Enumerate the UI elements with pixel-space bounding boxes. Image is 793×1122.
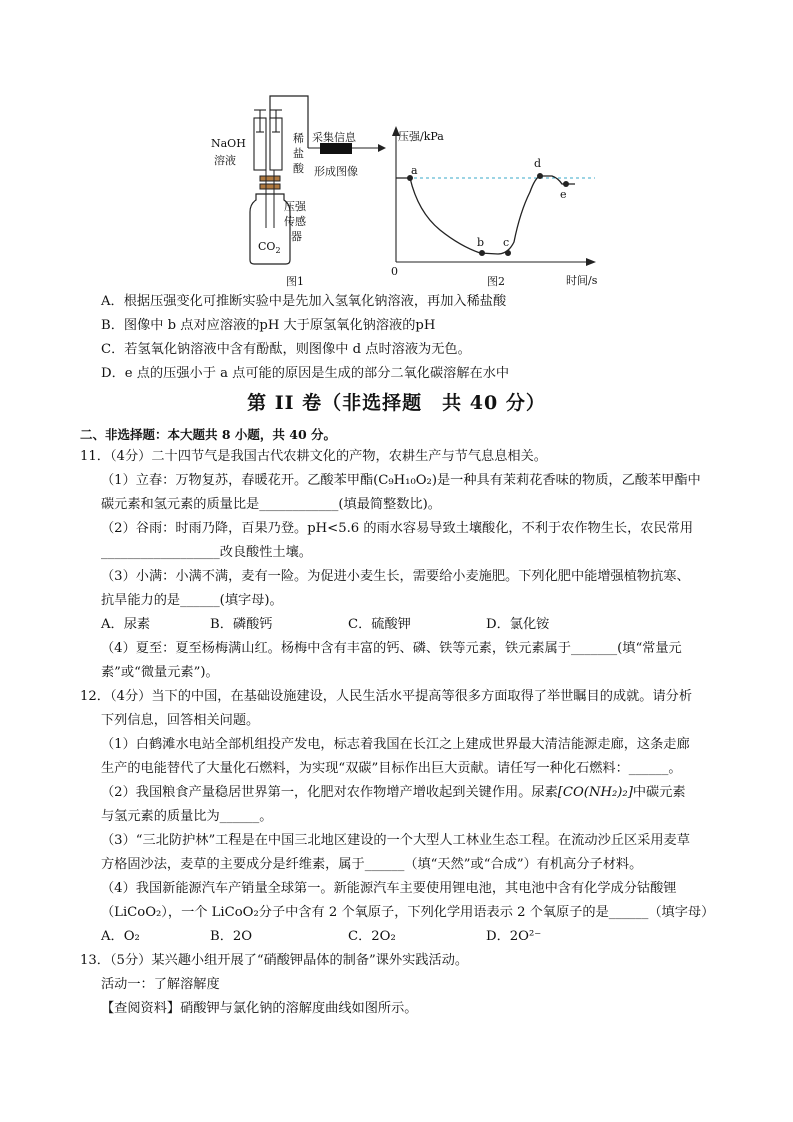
q11-2b: __________________改良酸性土壤。 [101, 545, 312, 560]
label-c: c [503, 236, 510, 249]
label-e: e [560, 188, 567, 201]
q12-3b: 方格固沙法，麦草的主要成分是纤维素，属于______（填“天然”或“合成”）有机高分子材料。 [101, 857, 643, 872]
collect-label: 采集信息 [312, 131, 356, 144]
q11-option-d: D．氯化铵 [486, 617, 550, 632]
q11-1a: （1）立春：万物复苏，春暖花开。乙酸苯甲酯(C₉H₁₀O₂)是一种具有茉莉花香味的物质，乙酸苯甲酯中 [101, 473, 701, 488]
q12-stem-b: 下列信息，回答相关问题。 [101, 713, 260, 728]
section-title: 第 II 卷（非选择题 共 40 分） [247, 392, 546, 414]
figure1-apparatus [200, 88, 400, 288]
option-c: C．若氢氧化钠溶液中含有酚酞，则图像中 d 点时溶液为无色。 [101, 342, 471, 357]
part2-heading: 二、非选择题：本大题共 8 小题，共 40 分。 [80, 427, 337, 442]
sensor-label-2: 传感 [284, 215, 306, 228]
label-d: d [534, 157, 542, 170]
q12-stem-a: 12．（4分）当下的中国，在基础设施建设，人民生活水平提高等很多方面取得了举世瞩目的成就。请分析 [80, 689, 693, 704]
q13-reference: 【查阅资料】硝酸钾与氯化钠的溶解度曲线如图所示。 [101, 1001, 418, 1016]
option-b: B．图像中 b 点对应溶液的pH 大于原氢氧化钠溶液的pH [101, 318, 436, 333]
q12-1b: 生产的电能替代了大量化石燃料，为实现“双碳”目标作出巨大贡献。请任写一种化石燃料：______。 [101, 761, 682, 776]
q12-4a: （4）我国新能源汽车产销量全球第一。新能源汽车主要使用锂电池，其电池中含有化学成分钴酸锂 [101, 881, 677, 896]
q12-option-a: A．O₂ [101, 929, 140, 944]
figure2-caption: 图2 [487, 275, 505, 288]
origin-label: 0 [391, 265, 398, 278]
naoh-label: NaOH [211, 137, 246, 150]
point-b [479, 250, 485, 256]
option-d: D．e 点的压强小于 a 点可能的原因是生成的部分二氧化碳溶解在水中 [101, 366, 510, 381]
point-e [563, 181, 569, 187]
point-c [505, 250, 511, 256]
q11-1b: 碳元素和氢元素的质量比是____________(填最简整数比)。 [101, 497, 441, 512]
q11-4b: 素”或“微量元素”)。 [101, 665, 219, 680]
q12-3a: （3）“三北防护林”工程是在中国三北地区建设的一个大型人工林业生态工程。在流动沙丘区采用麦草 [101, 833, 690, 848]
q11-option-c: C．硫酸钾 [348, 617, 411, 632]
q12-option-c: C．2O₂ [348, 929, 396, 944]
q11-option-b: B．磷酸钙 [210, 617, 273, 632]
y-axis-label: 压强/kPa [398, 130, 444, 143]
sensor-label-3: 器 [291, 230, 302, 243]
option-a: A．根据压强变化可推断实验中是先加入氢氧化钠溶液，再加入稀盐酸 [101, 294, 507, 309]
q12-option-b: B．2O [210, 929, 253, 944]
point-d [537, 173, 543, 179]
q12-2a: （2）我国粮食产量稳居世界第一，化肥对农作物增产增收起到关键作用。尿素[CO(NH₂)₂]中碳元素 [101, 785, 686, 800]
q11-option-a: A．尿素 [101, 617, 151, 632]
q12-option-d: D．2O²⁻ [486, 929, 542, 944]
naoh-label-2: 溶液 [214, 154, 236, 167]
sensor-label-1: 压强 [284, 200, 306, 213]
q13-activity: 活动一：了解溶解度 [101, 977, 220, 992]
figure1-caption: 图1 [286, 275, 304, 288]
q11-2a: （2）谷雨：时雨乃降，百果乃登。pH<5.6 的雨水容易导致土壤酸化，不利于农作物生长，农民常用 [101, 521, 694, 536]
q12-4b: （LiCoO₂），一个 LiCoO₂分子中含有 2 个氧原子，下列化学用语表示 2 个氧原子的是______（填字母） [101, 905, 715, 920]
q11-3a: （3）小满：小满不满，麦有一险。为促进小麦生长，需要给小麦施肥。下列化肥中能增强植物抗寒、 [101, 569, 690, 584]
label-b: b [477, 236, 485, 249]
q12-1a: （1）白鹤滩水电站全部机组投产发电，标志着我国在长江之上建成世界最大清洁能源走廊，这条走廊 [101, 737, 690, 752]
q11-4a: （4）夏至：夏至杨梅满山红。杨梅中含有丰富的钙、磷、铁等元素，铁元素属于_______(填“常量元 [101, 641, 682, 656]
co2-label: $CO_2$ [258, 240, 281, 256]
q12-2b: 与氢元素的质量比为______。 [101, 809, 273, 824]
form-label: 形成图像 [314, 165, 358, 178]
acid-label-2: 盐 [293, 147, 304, 160]
urea-formula: [CO(NH₂)₂] [557, 785, 633, 800]
acid-label-3: 酸 [293, 162, 304, 175]
label-a: a [411, 164, 418, 177]
q13-stem: 13．（5分）某兴趣小组开展了“硝酸钾晶体的制备”课外实践活动。 [80, 953, 469, 968]
acid-label-1: 稀 [293, 132, 304, 145]
q11-3b: 抗旱能力的是______(填字母)。 [101, 593, 283, 608]
x-axis-label: 时间/s [566, 274, 598, 287]
figure2-pressure-graph [380, 122, 610, 287]
q11-stem: 11．（4分）二十四节气是我国古代农耕文化的产物，农耕生产与节气息息相关。 [80, 449, 547, 464]
